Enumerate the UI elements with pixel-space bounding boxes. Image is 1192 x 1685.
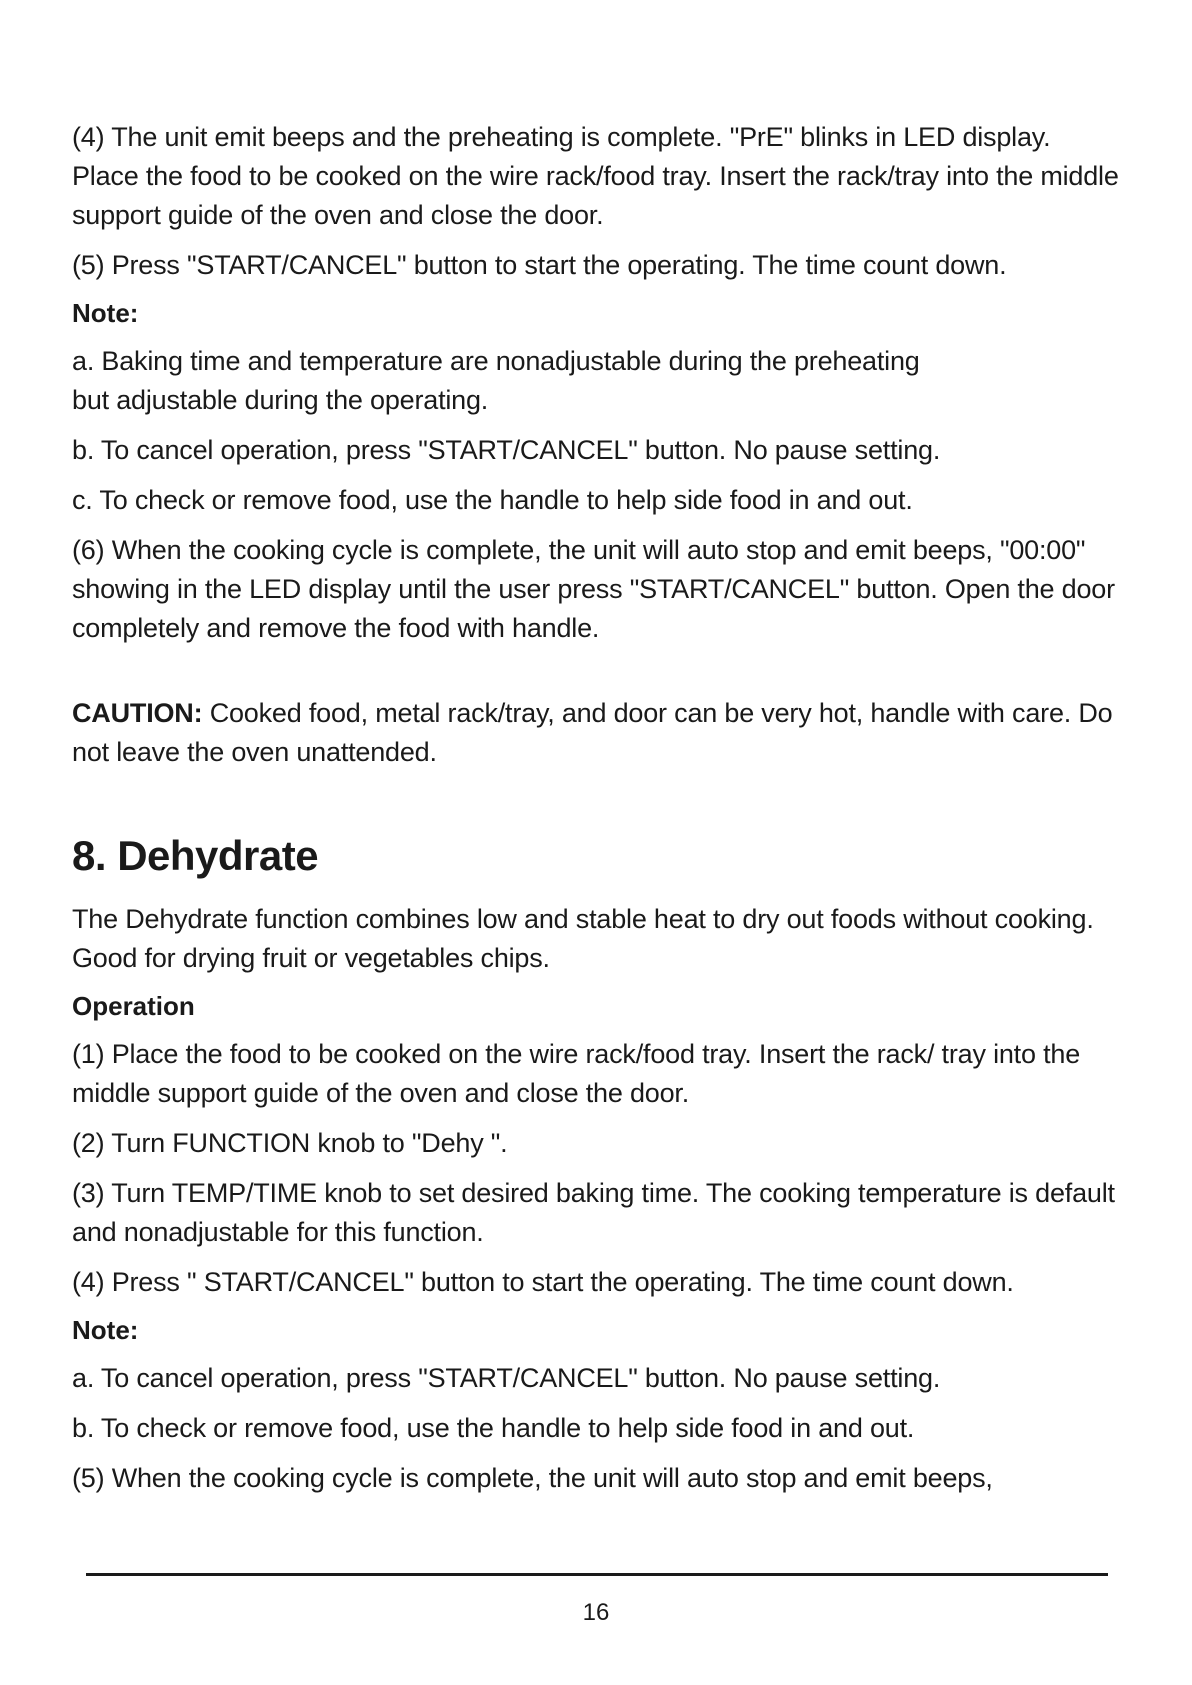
caution-text: Cooked food, metal rack/tray, and door can be very hot, handle with care. Do not leave the oven unattended. — [72, 698, 1113, 767]
dehydrate-note-b: b. To check or remove food, use the handle to help side food in and out. — [72, 1413, 915, 1443]
dehydrate-step-2: (2) Turn FUNCTION knob to "Dehy ". — [72, 1128, 508, 1158]
dehydrate-step-3: (3) Turn TEMP/TIME knob to set desired baking time. The cooking temperature is default and nonadjustable for this function. — [72, 1178, 1115, 1247]
step-6-cycle-complete: (6) When the cooking cycle is complete, the unit will auto stop and emit beeps, "00:00" showing in the LED display until the user press "START/CANCEL" button. Open the door completely and remove the food with handle. — [72, 535, 1115, 643]
note-heading-2: Note: — [72, 1315, 139, 1345]
page-number: 16 — [582, 1599, 610, 1626]
dehydrate-note-a: a. To cancel operation, press "START/CANCEL" button. No pause setting. — [72, 1363, 941, 1393]
note-a-line-2: but adjustable during the operating. — [72, 385, 489, 415]
section-heading: 8. Dehydrate — [72, 832, 319, 879]
operation-heading: Operation — [72, 991, 195, 1021]
note-a-line-1: a. Baking time and temperature are nonadjustable during the preheating — [72, 346, 920, 376]
note-a — [72, 342, 1122, 420]
dehydrate-step-4: (4) Press " START/CANCEL" button to start the operating. The time count down. — [72, 1267, 1014, 1297]
note-c: c. To check or remove food, use the handle to help side food in and out. — [72, 485, 913, 515]
footer-divider — [86, 1573, 1108, 1576]
dehydrate-step-1: (1) Place the food to be cooked on the wire rack/food tray. Insert the rack/ tray into the middle support guide of the oven and close the door. — [72, 1039, 1081, 1108]
step-5-start: (5) Press "START/CANCEL" button to start the operating. The time count down. — [72, 250, 1007, 280]
caution-label: CAUTION: — [72, 698, 203, 728]
dehydrate-description: The Dehydrate function combines low and stable heat to dry out foods without cooking. Good for drying fruit or vegetables chips. — [72, 904, 1094, 973]
dehydrate-step-5: (5) When the cooking cycle is complete, the unit will auto stop and emit beeps, — [72, 1463, 993, 1493]
note-heading: Note: — [72, 298, 139, 328]
note-b: b. To cancel operation, press "START/CANCEL" button. No pause setting. — [72, 435, 941, 465]
document-body — [72, 118, 1122, 1509]
caution-paragraph — [72, 694, 1122, 772]
step-4-preheat-complete: (4) The unit emit beeps and the preheating is complete. "PrE" blinks in LED display. Place the food to be cooked on the wire rack/food tray. Insert the rack/tray into the middle support guide of the oven and close the door. — [72, 122, 1119, 230]
